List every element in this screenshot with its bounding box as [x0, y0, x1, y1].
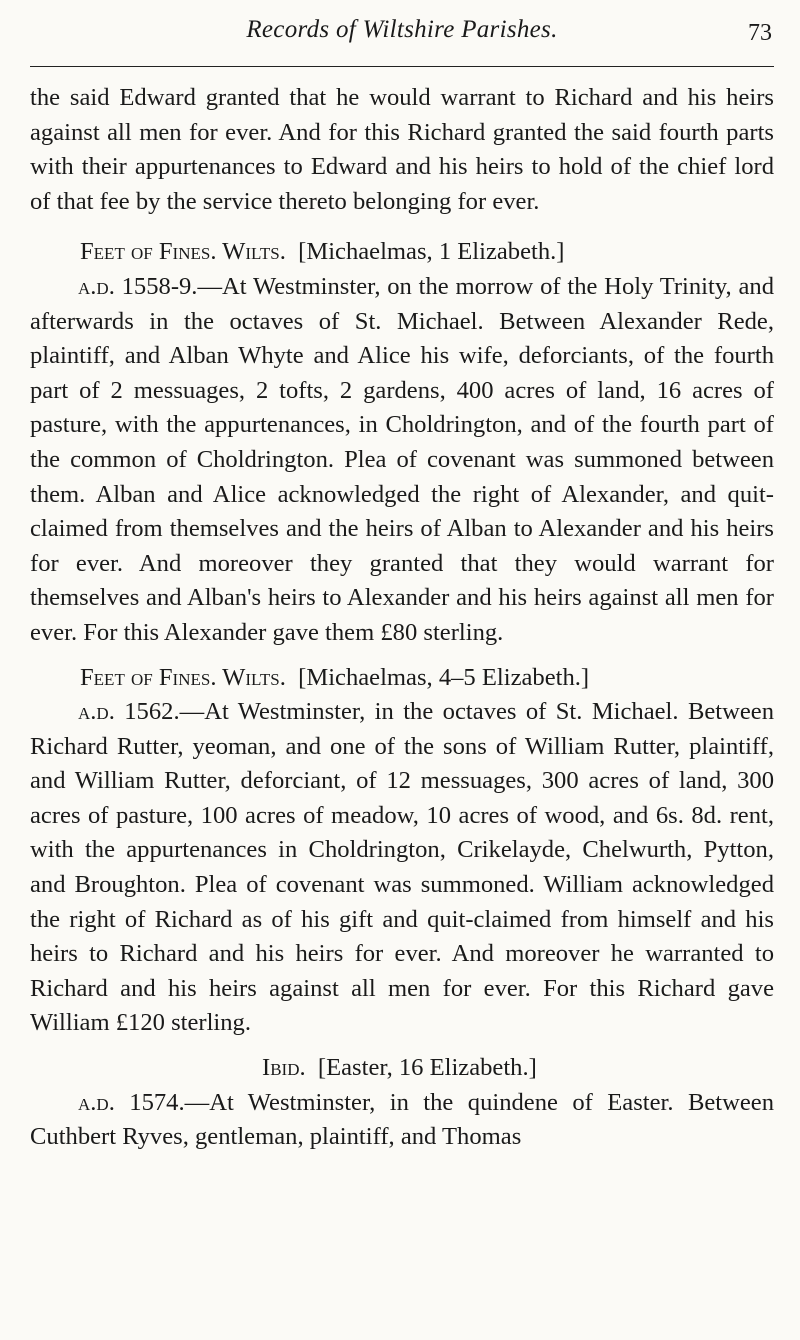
entry-paragraph [30, 1086, 774, 1155]
entry-heading-source: Feet of Fines. Wilts. [80, 238, 286, 266]
page-number: 73 [748, 20, 772, 46]
entry-text: —At Westminster, in the octaves of St. Michael. Between Richard Rutter, yeoman, and one of the sons of William Rutter, plaintiff, and William Rutter, deforciant, of 12 messuages, 300 acres of land, 300 acres of pasture, 100 acres of meadow, 10 acres of wood, and 6s. 8d. rent, with the appurtenances in Choldrington, Crikelayde, Chelwurth, Pytton, and Broughton. Plea of covenant was summoned. William acknowledged the right of Richard as of his gift and quit-claimed from himself and his heirs to Richard and his heirs for ever. And moreover he warranted to Richard and his heirs against all men for ever. For this Richard gave William £120 sterling. [30, 698, 774, 1037]
running-title: Records of Wiltshire Parishes. [246, 16, 558, 43]
page-header [30, 0, 774, 67]
entry-heading-term: [Easter, 16 Elizabeth.] [317, 1054, 537, 1082]
entry-date: a.d. 1562. [78, 698, 180, 726]
entry-heading-term: [Michaelmas, 4–5 Elizabeth.] [298, 663, 590, 691]
book-page [30, 0, 774, 1155]
entry-paragraph [30, 695, 774, 1041]
continuation-paragraph: the said Edward granted that he would warrant to Richard and his heirs against all men for ever. And for this Richard granted the said fourth parts with their appurtenances to Edward and his heirs to hold of the chief lord of that fee by the service thereto belonging for ever. [30, 84, 774, 215]
page-body [30, 81, 774, 1155]
entry-heading-source: Ibid. [262, 1054, 306, 1082]
entry-text: —At Westminster, in the quindene of Easter. Between Cuthbert Ryves, gentleman, plaintiff, and Thomas [30, 1088, 774, 1151]
entry-date: a.d. 1558-9. [78, 272, 198, 300]
entry-heading [30, 235, 774, 270]
entry-text: —At Westminster, on the morrow of the Holy Trinity, and afterwards in the octaves of St. Michael. Between Alexander Rede, plaintiff, and Alban Whyte and Alice his wife, deforciants, of the fourth part of 2 messuages, 2 tofts, 2 gardens, 400 acres of land, 16 acres of pasture, with the appurtenances, in Choldrington, and of the fourth part of the common of Choldrington. Plea of covenant was summoned between them. Alban and Alice acknowledged the right of Alexander, and quit-claimed from themselves and the heirs of Alban to Alexander and his heirs for ever. And moreover they granted that they would warrant for themselves and Alban's heirs to Alexander and his heirs against all men for ever. For this Alexander gave them £80 sterling. [30, 272, 774, 646]
entry-date: a.d. 1574. [78, 1088, 185, 1116]
entry-heading [30, 661, 774, 696]
entry-heading-term: [Michaelmas, 1 Elizabeth.] [298, 238, 565, 266]
entry-heading [30, 1051, 774, 1086]
entry-paragraph [30, 270, 774, 651]
entry-heading-source: Feet of Fines. Wilts. [80, 663, 286, 691]
